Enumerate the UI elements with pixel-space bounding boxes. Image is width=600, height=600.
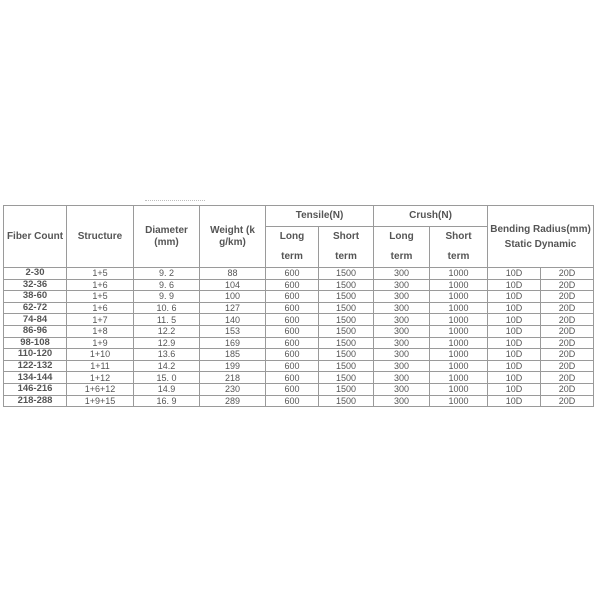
cell-tensile-long: 600 bbox=[266, 360, 319, 372]
header-crush-short-label: Short bbox=[445, 231, 472, 242]
header-tensile-short-term bbox=[319, 227, 374, 268]
cell-crush-long: 300 bbox=[374, 349, 430, 361]
cell-fiber-count: 98-108 bbox=[4, 337, 67, 349]
cell-structure: 1+11 bbox=[67, 360, 134, 372]
header-diameter: Diameter (mm) bbox=[134, 206, 200, 268]
cell-weight: 100 bbox=[200, 291, 266, 303]
cell-crush-long: 300 bbox=[374, 291, 430, 303]
header-crush-long-label: Long bbox=[389, 231, 414, 242]
cell-bending-static: 10D bbox=[488, 395, 541, 407]
header-bending-static-dynamic: Static Dynamic bbox=[504, 238, 577, 250]
cell-structure: 1+9 bbox=[67, 337, 134, 349]
cell-bending-static: 10D bbox=[488, 337, 541, 349]
cell-tensile-short: 1500 bbox=[319, 360, 374, 372]
cell-crush-long: 300 bbox=[374, 372, 430, 384]
header-fiber-count: Fiber Count bbox=[4, 206, 67, 268]
header-tensile-long-label: Long bbox=[279, 231, 305, 242]
cell-crush-short: 1000 bbox=[430, 279, 488, 291]
cell-diameter: 15. 0 bbox=[134, 372, 200, 384]
cell-weight: 199 bbox=[200, 360, 266, 372]
cell-bending-dynamic: 20D bbox=[541, 314, 594, 326]
cell-tensile-short: 1500 bbox=[319, 395, 374, 407]
cell-structure: 1+6 bbox=[67, 302, 134, 314]
cell-diameter: 12.9 bbox=[134, 337, 200, 349]
cell-tensile-short: 1500 bbox=[319, 314, 374, 326]
cell-crush-short: 1000 bbox=[430, 337, 488, 349]
cell-diameter: 16. 9 bbox=[134, 395, 200, 407]
table-row bbox=[4, 383, 594, 395]
header-crush: Crush(N) bbox=[374, 206, 488, 227]
cell-diameter: 9. 6 bbox=[134, 279, 200, 291]
cell-tensile-long: 600 bbox=[266, 314, 319, 326]
cell-crush-short: 1000 bbox=[430, 383, 488, 395]
header-crush-short-term-label: term bbox=[447, 251, 470, 262]
header-structure: Structure bbox=[67, 206, 134, 268]
table-row bbox=[4, 349, 594, 361]
cell-tensile-long: 600 bbox=[266, 383, 319, 395]
cell-structure: 1+12 bbox=[67, 372, 134, 384]
cell-bending-dynamic: 20D bbox=[541, 279, 594, 291]
cell-weight: 289 bbox=[200, 395, 266, 407]
header-tensile-short-label: Short bbox=[332, 231, 360, 242]
cell-tensile-long: 600 bbox=[266, 291, 319, 303]
cell-bending-dynamic: 20D bbox=[541, 337, 594, 349]
cell-bending-static: 10D bbox=[488, 314, 541, 326]
cell-fiber-count: 62-72 bbox=[4, 302, 67, 314]
cell-tensile-short: 1500 bbox=[319, 325, 374, 337]
cell-crush-short: 1000 bbox=[430, 349, 488, 361]
header-bending-radius bbox=[488, 206, 594, 268]
cell-diameter: 9. 2 bbox=[134, 268, 200, 280]
cell-structure: 1+10 bbox=[67, 349, 134, 361]
header-tensile-short-term-label: term bbox=[335, 251, 357, 262]
stray-dotted-mark bbox=[145, 200, 205, 203]
header-tensile-long-term-label: term bbox=[281, 251, 303, 262]
table-header-row bbox=[4, 206, 594, 227]
cell-crush-short: 1000 bbox=[430, 268, 488, 280]
cell-bending-static: 10D bbox=[488, 325, 541, 337]
table-row bbox=[4, 337, 594, 349]
cell-bending-static: 10D bbox=[488, 268, 541, 280]
cell-crush-long: 300 bbox=[374, 395, 430, 407]
cell-crush-long: 300 bbox=[374, 279, 430, 291]
cell-tensile-long: 600 bbox=[266, 395, 319, 407]
cell-crush-long: 300 bbox=[374, 325, 430, 337]
cell-fiber-count: 110-120 bbox=[4, 349, 67, 361]
cell-weight: 153 bbox=[200, 325, 266, 337]
cell-crush-long: 300 bbox=[374, 268, 430, 280]
cell-structure: 1+8 bbox=[67, 325, 134, 337]
cell-weight: 88 bbox=[200, 268, 266, 280]
cell-crush-short: 1000 bbox=[430, 395, 488, 407]
cell-tensile-short: 1500 bbox=[319, 302, 374, 314]
cell-crush-long: 300 bbox=[374, 337, 430, 349]
cell-diameter: 14.2 bbox=[134, 360, 200, 372]
cell-fiber-count: 2-30 bbox=[4, 268, 67, 280]
cell-bending-static: 10D bbox=[488, 372, 541, 384]
cell-weight: 127 bbox=[200, 302, 266, 314]
cell-crush-short: 1000 bbox=[430, 360, 488, 372]
cell-bending-dynamic: 20D bbox=[541, 383, 594, 395]
table-row bbox=[4, 325, 594, 337]
cell-diameter: 12.2 bbox=[134, 325, 200, 337]
cell-tensile-long: 600 bbox=[266, 325, 319, 337]
cell-fiber-count: 146-216 bbox=[4, 383, 67, 395]
cell-tensile-long: 600 bbox=[266, 337, 319, 349]
cell-tensile-short: 1500 bbox=[319, 337, 374, 349]
cell-bending-static: 10D bbox=[488, 349, 541, 361]
cell-fiber-count: 86-96 bbox=[4, 325, 67, 337]
cell-crush-short: 1000 bbox=[430, 314, 488, 326]
cell-bending-static: 10D bbox=[488, 302, 541, 314]
cell-tensile-short: 1500 bbox=[319, 279, 374, 291]
cell-weight: 140 bbox=[200, 314, 266, 326]
cell-bending-dynamic: 20D bbox=[541, 268, 594, 280]
cell-tensile-short: 1500 bbox=[319, 383, 374, 395]
header-tensile-long-term bbox=[266, 227, 319, 268]
cell-weight: 169 bbox=[200, 337, 266, 349]
cell-bending-static: 10D bbox=[488, 360, 541, 372]
table-row bbox=[4, 291, 594, 303]
cell-tensile-short: 1500 bbox=[319, 349, 374, 361]
header-tensile: Tensile(N) bbox=[266, 206, 374, 227]
cell-bending-dynamic: 20D bbox=[541, 325, 594, 337]
cell-tensile-long: 600 bbox=[266, 349, 319, 361]
cell-diameter: 14.9 bbox=[134, 383, 200, 395]
header-crush-long-term bbox=[374, 227, 430, 268]
table-row bbox=[4, 372, 594, 384]
cell-tensile-long: 600 bbox=[266, 302, 319, 314]
table-row bbox=[4, 279, 594, 291]
cell-bending-dynamic: 20D bbox=[541, 360, 594, 372]
cell-structure: 1+5 bbox=[67, 268, 134, 280]
cell-bending-dynamic: 20D bbox=[541, 395, 594, 407]
cell-diameter: 11. 5 bbox=[134, 314, 200, 326]
cell-bending-static: 10D bbox=[488, 279, 541, 291]
cell-fiber-count: 38-60 bbox=[4, 291, 67, 303]
cell-structure: 1+5 bbox=[67, 291, 134, 303]
cell-crush-long: 300 bbox=[374, 360, 430, 372]
cell-weight: 218 bbox=[200, 372, 266, 384]
cell-weight: 185 bbox=[200, 349, 266, 361]
cell-bending-static: 10D bbox=[488, 383, 541, 395]
cell-tensile-short: 1500 bbox=[319, 291, 374, 303]
cell-weight: 230 bbox=[200, 383, 266, 395]
cell-crush-short: 1000 bbox=[430, 291, 488, 303]
cell-bending-dynamic: 20D bbox=[541, 349, 594, 361]
cell-fiber-count: 32-36 bbox=[4, 279, 67, 291]
cell-tensile-long: 600 bbox=[266, 372, 319, 384]
cell-diameter: 10. 6 bbox=[134, 302, 200, 314]
cell-crush-short: 1000 bbox=[430, 302, 488, 314]
cell-structure: 1+9+15 bbox=[67, 395, 134, 407]
cell-fiber-count: 74-84 bbox=[4, 314, 67, 326]
cell-fiber-count: 218-288 bbox=[4, 395, 67, 407]
cell-crush-long: 300 bbox=[374, 314, 430, 326]
cell-crush-short: 1000 bbox=[430, 372, 488, 384]
cell-fiber-count: 122-132 bbox=[4, 360, 67, 372]
cell-diameter: 13.6 bbox=[134, 349, 200, 361]
table-row bbox=[4, 395, 594, 407]
table-row bbox=[4, 302, 594, 314]
cell-bending-static: 10D bbox=[488, 291, 541, 303]
table-row bbox=[4, 314, 594, 326]
cell-fiber-count: 134-144 bbox=[4, 372, 67, 384]
table-row bbox=[4, 268, 594, 280]
cell-bending-dynamic: 20D bbox=[541, 291, 594, 303]
cell-crush-short: 1000 bbox=[430, 325, 488, 337]
cell-structure: 1+7 bbox=[67, 314, 134, 326]
cell-structure: 1+6+12 bbox=[67, 383, 134, 395]
cell-tensile-short: 1500 bbox=[319, 268, 374, 280]
cell-diameter: 9. 9 bbox=[134, 291, 200, 303]
cell-bending-dynamic: 20D bbox=[541, 302, 594, 314]
cell-bending-dynamic: 20D bbox=[541, 372, 594, 384]
header-weight: Weight (k g/km) bbox=[200, 206, 266, 268]
cell-crush-long: 300 bbox=[374, 383, 430, 395]
cable-spec-table bbox=[3, 205, 594, 407]
cell-tensile-long: 600 bbox=[266, 268, 319, 280]
cell-structure: 1+6 bbox=[67, 279, 134, 291]
cell-tensile-short: 1500 bbox=[319, 372, 374, 384]
table-row bbox=[4, 360, 594, 372]
header-bending-radius-label: Bending Radius(mm) bbox=[490, 223, 591, 235]
cell-weight: 104 bbox=[200, 279, 266, 291]
header-crush-long-term-label: term bbox=[390, 251, 413, 262]
header-crush-short-term bbox=[430, 227, 488, 268]
cell-crush-long: 300 bbox=[374, 302, 430, 314]
cell-tensile-long: 600 bbox=[266, 279, 319, 291]
